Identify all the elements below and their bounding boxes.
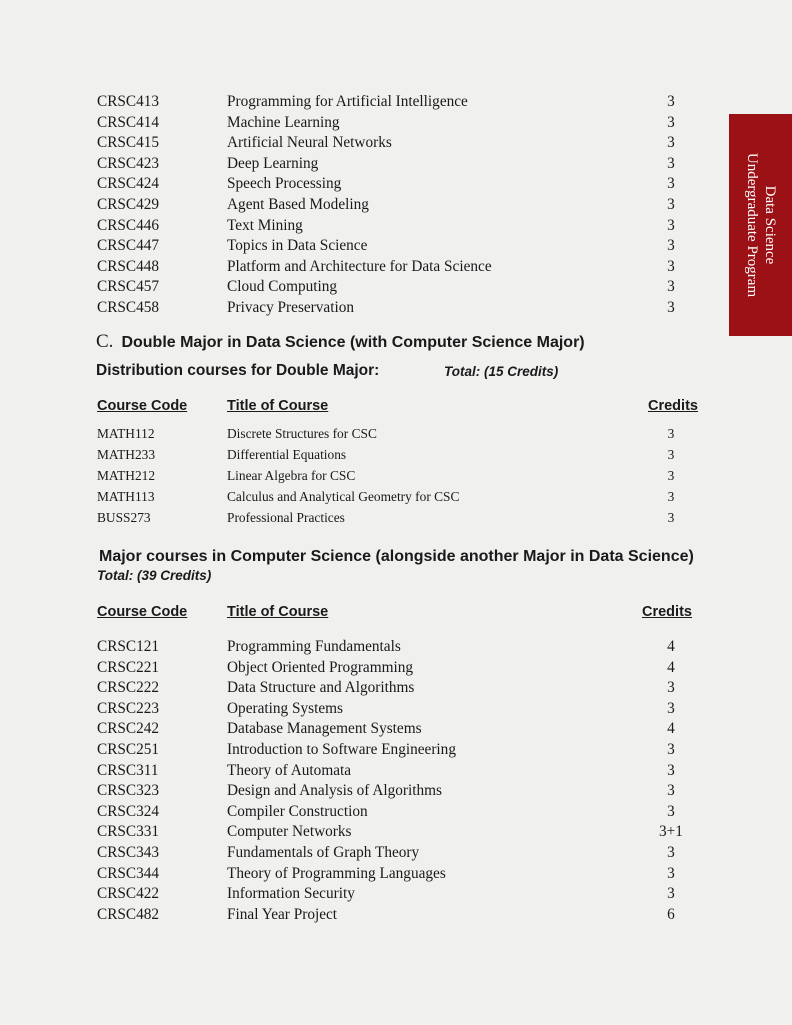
course-title: Text Mining (227, 216, 303, 234)
course-credits: 3 (667, 447, 675, 462)
course-row (0, 658, 792, 678)
course-code: CRSC482 (97, 905, 160, 923)
course-row (0, 740, 792, 760)
course-title: Discrete Structures for CSC (227, 426, 377, 441)
course-credits: 3+1 (659, 823, 683, 841)
course-row (0, 466, 792, 486)
course-credits: 3 (667, 468, 675, 483)
course-credits: 3 (667, 299, 675, 316)
course-title: Fundamentals of Graph Theory (227, 844, 420, 861)
course-credits: 3 (667, 154, 675, 172)
course-row (0, 699, 792, 719)
course-row (0, 298, 792, 318)
course-code: CRSC429 (97, 196, 160, 213)
course-row (0, 92, 792, 112)
col-title-of-course: Title of Course (227, 398, 329, 414)
course-code: BUSS273 (97, 510, 151, 525)
course-title: Topics in Data Science (227, 237, 368, 255)
course-row (0, 508, 792, 528)
course-title: Speech Processing (227, 175, 342, 193)
course-title: Introduction to Software Engineering (227, 741, 456, 758)
course-code: CRSC423 (97, 154, 160, 172)
section-letter: C. (96, 331, 114, 352)
section-c-heading (96, 331, 585, 353)
course-credits: 3 (667, 699, 675, 717)
course-title: Platform and Architecture for Data Science (227, 257, 492, 275)
course-row (0, 822, 792, 842)
course-title: Computer Networks (227, 823, 352, 841)
course-credits: 3 (667, 885, 675, 903)
course-title: Programming for Artificial Intelligence (227, 93, 468, 110)
course-credits: 3 (667, 134, 675, 152)
course-title: Final Year Project (227, 905, 338, 923)
course-title: Deep Learning (227, 154, 319, 172)
course-credits: 3 (667, 257, 675, 275)
course-code: MATH112 (97, 426, 155, 441)
course-title: Cloud Computing (227, 278, 338, 296)
course-row (0, 113, 792, 133)
course-code: CRSC121 (97, 638, 160, 655)
major-cs-total: Total: (39 Credits) (97, 568, 212, 583)
course-credits: 3 (667, 782, 675, 800)
course-code: CRSC324 (97, 802, 160, 820)
course-row (0, 719, 792, 739)
course-code: MATH113 (97, 489, 155, 504)
course-credits: 3 (667, 510, 675, 525)
course-code: CRSC343 (97, 844, 160, 861)
course-code: CRSC344 (97, 864, 160, 882)
course-title: Linear Algebra for CSC (227, 468, 356, 483)
course-title: Agent Based Modeling (227, 196, 369, 213)
course-credits: 3 (667, 741, 675, 758)
course-row (0, 843, 792, 863)
distribution-column-headers (0, 398, 792, 418)
side-tab-line2: Undergraduate Program (743, 152, 760, 298)
col-credits: Credits (642, 604, 692, 620)
course-credits: 3 (667, 93, 675, 110)
course-code: CRSC413 (97, 93, 160, 110)
col-credits: Credits (648, 398, 698, 414)
course-credits: 3 (667, 196, 675, 213)
course-code: CRSC458 (97, 299, 160, 316)
major-cs-column-headers (0, 604, 792, 624)
course-credits: 3 (667, 761, 675, 779)
course-credits: 3 (667, 175, 675, 193)
course-credits: 3 (667, 216, 675, 234)
course-title: Machine Learning (227, 113, 340, 131)
course-title: Database Management Systems (227, 720, 422, 738)
course-title: Theory of Programming Languages (227, 864, 446, 882)
course-title: Data Structure and Algorithms (227, 679, 415, 697)
course-code: CRSC223 (97, 699, 160, 717)
course-credits: 3 (667, 426, 675, 441)
section-c-title: Double Major in Data Science (with Computer Science Major) (121, 334, 585, 351)
course-code: CRSC415 (97, 134, 160, 152)
course-code: CRSC251 (97, 741, 160, 758)
course-code: CRSC242 (97, 720, 160, 738)
course-code: CRSC424 (97, 175, 160, 193)
course-credits: 3 (667, 844, 675, 861)
course-code: CRSC414 (97, 113, 160, 131)
course-row (0, 257, 792, 277)
course-row (0, 445, 792, 465)
course-code: CRSC446 (97, 216, 160, 234)
side-tab-line1: Data Science (761, 185, 778, 265)
course-title: Object Oriented Programming (227, 658, 414, 676)
distribution-total: Total: (15 Credits) (444, 364, 559, 379)
course-code: MATH212 (97, 468, 156, 483)
course-row (0, 424, 792, 444)
course-row (0, 884, 792, 904)
course-credits: 4 (667, 720, 675, 738)
course-title: Privacy Preservation (227, 299, 355, 316)
course-row (0, 905, 792, 925)
course-row (0, 174, 792, 194)
course-code: CRSC422 (97, 885, 160, 903)
course-row (0, 678, 792, 698)
course-credits: 3 (667, 489, 675, 504)
course-code: CRSC457 (97, 278, 160, 296)
course-row (0, 195, 792, 215)
course-code: CRSC331 (97, 823, 160, 841)
course-credits: 3 (667, 864, 675, 882)
course-row (0, 864, 792, 884)
course-credits: 3 (667, 278, 675, 296)
course-title: Design and Analysis of Algorithms (227, 782, 443, 800)
course-credits: 3 (667, 237, 675, 255)
course-code: CRSC448 (97, 257, 160, 275)
course-title: Artificial Neural Networks (227, 134, 392, 152)
course-row (0, 637, 792, 657)
course-row (0, 133, 792, 153)
course-row (0, 487, 792, 507)
course-code: CRSC222 (97, 679, 160, 697)
course-row (0, 154, 792, 174)
course-row (0, 277, 792, 297)
course-title: Differential Equations (227, 447, 347, 462)
course-code: MATH233 (97, 447, 156, 462)
course-credits: 3 (667, 802, 675, 820)
course-title: Calculus and Analytical Geometry for CSC (227, 489, 460, 504)
course-code: CRSC323 (97, 782, 160, 800)
course-code: CRSC221 (97, 658, 160, 676)
course-code: CRSC311 (97, 761, 159, 779)
course-title: Professional Practices (227, 510, 345, 525)
course-credits: 6 (667, 905, 675, 923)
course-row (0, 761, 792, 781)
course-title: Programming Fundamentals (227, 638, 401, 655)
course-code: CRSC447 (97, 237, 160, 255)
course-title: Operating Systems (227, 699, 343, 717)
course-credits: 3 (667, 679, 675, 697)
distribution-heading: Distribution courses for Double Major: (96, 362, 380, 379)
course-title: Information Security (227, 885, 355, 903)
course-row (0, 802, 792, 822)
course-row (0, 781, 792, 801)
major-cs-heading: Major courses in Computer Science (alongside another Major in Data Science) (99, 548, 694, 565)
course-title: Compiler Construction (227, 802, 368, 820)
course-credits: 4 (667, 638, 675, 655)
course-row (0, 216, 792, 236)
col-course-code: Course Code (97, 604, 188, 620)
course-credits: 4 (667, 658, 675, 676)
col-course-code: Course Code (97, 398, 188, 414)
course-credits: 3 (667, 113, 675, 131)
col-title-of-course: Title of Course (227, 604, 329, 620)
course-title: Theory of Automata (227, 761, 352, 779)
course-row (0, 236, 792, 256)
